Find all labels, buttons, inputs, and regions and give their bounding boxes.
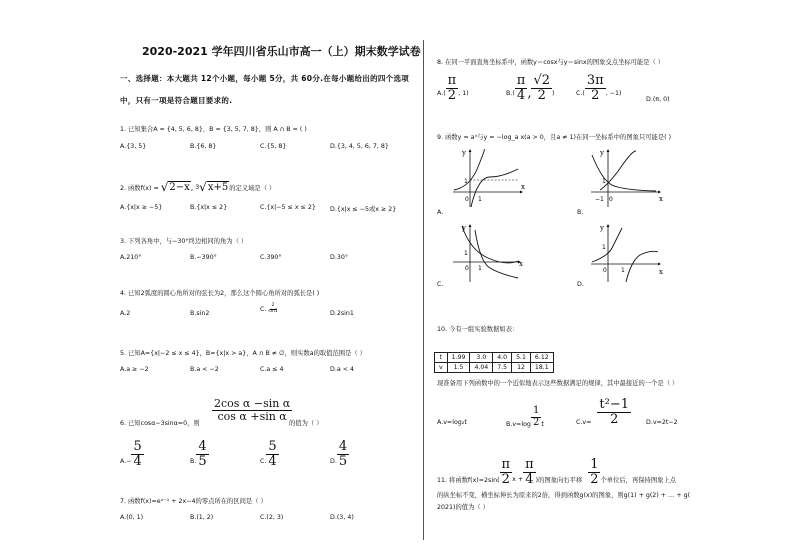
fraction-denominator: 2: [590, 471, 599, 487]
q8-option-a: [437, 74, 469, 102]
option-prefix: D.: [330, 457, 337, 465]
fraction-numerator: 1: [532, 405, 540, 416]
q1-option-d: D.{3, 4, 5, 6, 7, 8}: [330, 143, 389, 150]
q9-graph-c: [448, 222, 528, 284]
option-prefix: C.(: [576, 89, 585, 97]
graph-c-svg: [448, 222, 528, 284]
fraction-numerator: 2cos α −sin α: [214, 397, 291, 410]
q8-option-d: D.(π, 0): [646, 96, 670, 103]
q7-option-c: C.(2, 3): [260, 514, 284, 521]
page-title: 2020-2021 学年四川省乐山市高一（上）期末数学试卷: [142, 45, 421, 58]
axis-y-label: y: [462, 224, 466, 232]
y-axis-arrow: [607, 224, 610, 227]
q11-stem-line2: 的纵坐标不变，横坐标伸长为原来的2倍，得到函数g(x)的图象，则g(1) + g(2) + … + g(: [437, 492, 691, 499]
fraction-denominator: 4: [133, 453, 142, 469]
option-comma: ,: [527, 85, 532, 101]
option-prefix: B.(: [506, 89, 515, 97]
q2-stem-post: 的定义域是（ ）: [229, 184, 276, 192]
q1-option-b: B.{6, 8}: [190, 143, 217, 150]
option-prefix: C.v=: [576, 418, 592, 426]
origin-label: 0: [465, 196, 469, 203]
fraction-denominator: sin1: [268, 308, 278, 314]
option-prefix: B.: [190, 457, 197, 465]
tick-label-one: 1: [621, 267, 625, 274]
q4-stem: 4. 已知2弧度的圆心角所对的弦长为2，那么这个圆心角所对的弧长是( ): [120, 290, 320, 297]
fraction-numerator: 3π: [586, 73, 604, 88]
fraction-numerator: π: [501, 457, 511, 472]
fraction-denominator: 2: [532, 416, 540, 428]
q11-pre: 11. 将函数f(x)=2sin(: [437, 476, 500, 484]
x-axis-arrow: [658, 191, 661, 194]
q2-comma: ,: [190, 182, 194, 192]
origin-label: 0: [609, 196, 613, 203]
table-row: [435, 363, 554, 373]
q9-option-d-label: D.: [577, 281, 584, 288]
tick-label-one: 1: [464, 250, 468, 257]
axis-y-label: y: [600, 224, 604, 232]
option-prefix: C.: [260, 457, 267, 465]
q7-option-a: A.(0, 1): [120, 514, 144, 521]
option-prefix: A.−: [120, 457, 132, 465]
fraction-numerator: 5: [268, 439, 277, 454]
exponential-curve: [592, 228, 622, 262]
table-cell: 6.12: [530, 353, 553, 363]
tick-label-one: 1: [478, 196, 482, 203]
tick-label-one: 1: [478, 265, 482, 272]
section-heading-line1: 一、选择题：本大题共 12个小题，每小题 5分，共 60分.在每小题给出的四个选项: [120, 74, 410, 83]
y-axis-arrow: [607, 149, 610, 152]
table-cell: 4.04: [470, 363, 493, 373]
table-cell: 4.0: [493, 353, 512, 363]
q9-option-c-label: C.: [437, 281, 444, 288]
q9-stem: 9. 函数y = aˣ与y = −log_a x(a > 0，且a ≠ 1)在同一坐标系中的图象只可能是( ): [437, 134, 672, 141]
tick-label-one: 1: [464, 178, 468, 185]
table-cell: 1.5: [447, 363, 470, 373]
fraction-numerator: π: [447, 73, 457, 88]
q7-option-b: B.(1, 2): [190, 514, 214, 521]
q10-option-c: [576, 398, 631, 426]
q1-option-a: A.{3, 5}: [120, 143, 147, 150]
q10-option-d: D.v=2t−2: [646, 419, 678, 426]
axis-y-label: y: [462, 149, 466, 157]
q2-option-a: A.{x|x ≥ −5}: [120, 204, 163, 211]
q8-option-b: [506, 74, 555, 102]
fraction-numerator: 2: [271, 303, 275, 308]
fraction-numerator: 4: [198, 439, 207, 454]
q1-stem: 1. 已知集合A = {4, 5, 6, 8}，B = {3, 5, 7, 8}，则 A ∩ B = ( ): [120, 126, 307, 133]
fraction-denominator: 4: [516, 87, 526, 103]
fraction-numerator: π: [525, 457, 534, 472]
table-cell: t: [435, 353, 448, 363]
q3-option-b: B.−390°: [190, 254, 217, 261]
q10-data-table: [434, 352, 554, 373]
q4-option-b: B.sin2: [190, 310, 210, 317]
q6-stem-pre: 6. 已知cosα−3sinα=0，则: [120, 420, 200, 427]
fraction-denominator: 2: [447, 87, 457, 103]
x-axis-arrow: [658, 263, 661, 266]
y-axis-arrow: [469, 224, 472, 227]
q6-option-c: [260, 440, 279, 468]
q2-stem-pre: 2. 函数f(x) =: [120, 184, 159, 192]
q4-option-a: A.2: [120, 310, 131, 317]
q11-stem-line3: 2021)的值为（ ）: [437, 504, 489, 511]
fraction-denominator: 2: [501, 471, 510, 487]
axis-x-label: x: [521, 183, 525, 191]
q10-line2: 现准备用下列函数中的一个近似地表示这些数据满足的规律，其中最接近的一个是（ ）: [437, 380, 679, 387]
q5-option-c: C.a ≤ 4: [260, 366, 284, 373]
q5-option-b: B.a < −2: [190, 366, 219, 373]
q6-option-a: [120, 440, 144, 468]
q9-graph-b: [586, 147, 666, 209]
option-suffix: , −1): [605, 89, 622, 97]
fraction-denominator: 4: [268, 453, 277, 469]
q2-stem: [120, 180, 275, 194]
q6-main-fraction: [212, 398, 292, 422]
axis-x-label: x: [659, 268, 663, 276]
q7-stem: 7. 函数f(x)=eˣ⁻¹ + 2x−4的零点所在的区间是（ ）: [120, 498, 267, 505]
tick-label-one: 1: [602, 244, 606, 251]
table-row: [435, 353, 554, 363]
q9-graph-d: [586, 222, 666, 284]
q7-option-d: D.(3, 4): [330, 514, 354, 521]
fraction-denominator: 4: [525, 471, 534, 487]
table-cell: 3.0: [470, 353, 493, 363]
tick-label-neg-one: −1: [595, 196, 604, 203]
fraction-denominator: 2: [610, 411, 619, 427]
sqrt-symbol: √: [199, 180, 207, 194]
fraction-numerator: t²−1: [599, 397, 630, 412]
column-divider: [423, 40, 424, 540]
q2-option-b: B.{x|x ≤ 2}: [190, 204, 228, 211]
q5-stem: 5. 已知A={x|−2 ≤ x ≤ 4}，B={x|x > a}，A ∩ B ≠ ∅，则实数a的取值范围是（ ）: [120, 350, 366, 357]
q9-graph-a: [448, 147, 528, 209]
axis-y-label: y: [600, 149, 604, 157]
origin-label: 0: [465, 265, 469, 272]
table-cell: 12: [512, 363, 531, 373]
q3-option-d: D.30°: [330, 254, 349, 261]
q2-option-d: D.{x|x ≤ −5或x ≥ 2}: [330, 206, 397, 213]
fraction-numerator: π: [516, 73, 526, 88]
fraction-denominator: cos α +sin α: [217, 409, 287, 423]
tick-label-one: 1: [602, 178, 606, 185]
axis-x-label: x: [519, 260, 523, 268]
q5-option-a: A.a ≥ −2: [120, 366, 149, 373]
option-prefix: B.v=log: [506, 420, 531, 428]
q3-option-a: A.210°: [120, 254, 142, 261]
option-suffix: t: [541, 420, 544, 428]
q4-option-d: D.2sin1: [330, 310, 354, 317]
table-cell: 5.1: [512, 353, 531, 363]
q10-stem: 10. 今有一组实验数据如表：: [437, 326, 519, 333]
option-suffix: ): [552, 89, 555, 97]
q9-option-b-label: B.: [577, 209, 584, 216]
q9-option-a-label: A.: [437, 209, 444, 216]
q3-option-c: C.390°: [260, 254, 282, 261]
q10-option-b: [506, 402, 544, 428]
q10-option-a: A.v=log₂t: [437, 419, 467, 426]
option-prefix: A.(: [437, 89, 446, 97]
fraction-denominator: 2: [537, 87, 546, 103]
exponential-curve: [592, 155, 656, 191]
sqrt-symbol: √: [160, 180, 169, 194]
log-curve: [626, 251, 658, 282]
q1-option-c: C.{5, 8}: [260, 143, 287, 150]
y-axis-arrow: [469, 149, 472, 152]
q6-option-d: [330, 440, 349, 468]
q2-radicand-2: x+5: [207, 182, 229, 193]
q5-option-d: D.a < 4: [330, 366, 354, 373]
table-cell: 7.5: [493, 363, 512, 373]
origin-label: 0: [603, 267, 607, 274]
section-heading-line2: 中，只有一项是符合题目要求的.: [120, 96, 233, 105]
option-suffix: , 1): [458, 89, 469, 97]
graph-b-svg: [586, 147, 666, 209]
q8-stem: 8. 在同一平面直角坐标系中，函数y＝cosx与y＝sinx的图象交点坐标可能是（ ）: [437, 59, 665, 66]
table-cell: 18.1: [530, 363, 553, 373]
q8-option-c: [576, 74, 621, 102]
q11-mid: x +: [512, 475, 524, 483]
fraction-numerator: 4: [338, 439, 348, 454]
q11-post1: )的图象向右平移: [535, 476, 583, 484]
q2-option-c: C.{x|−5 ≤ x ≤ 2}: [260, 204, 316, 211]
q2-root-index: 3: [195, 183, 200, 191]
fraction-numerator: 5: [133, 439, 142, 454]
table-cell: v: [435, 363, 448, 373]
fraction-numerator: √2: [533, 73, 551, 88]
q3-stem: 3. 下列各角中，与−30°终边相同的角为（ ）: [120, 238, 248, 245]
q4-option-c-prefix: C.: [260, 305, 267, 313]
graph-d-svg: [586, 222, 666, 284]
q11-stem-line1: [437, 458, 676, 486]
q6-option-b: [190, 440, 209, 468]
q2-radicand-1: 2−x: [169, 182, 190, 193]
q6-stem-post: 的值为（ ）: [289, 420, 323, 427]
fraction-denominator: 2: [591, 87, 600, 103]
fraction-denominator: 5: [198, 453, 207, 469]
axis-x-label: x: [659, 195, 663, 203]
q11-post2: 个单位后，再保持图象上点: [600, 476, 677, 484]
fraction-denominator: 5: [338, 453, 348, 469]
fraction-numerator: 1: [590, 457, 599, 472]
table-cell: 1.99: [447, 353, 470, 363]
q4-option-c: [260, 304, 280, 314]
q4-option-c-fraction: [266, 304, 279, 314]
graph-a-svg: [448, 147, 528, 209]
